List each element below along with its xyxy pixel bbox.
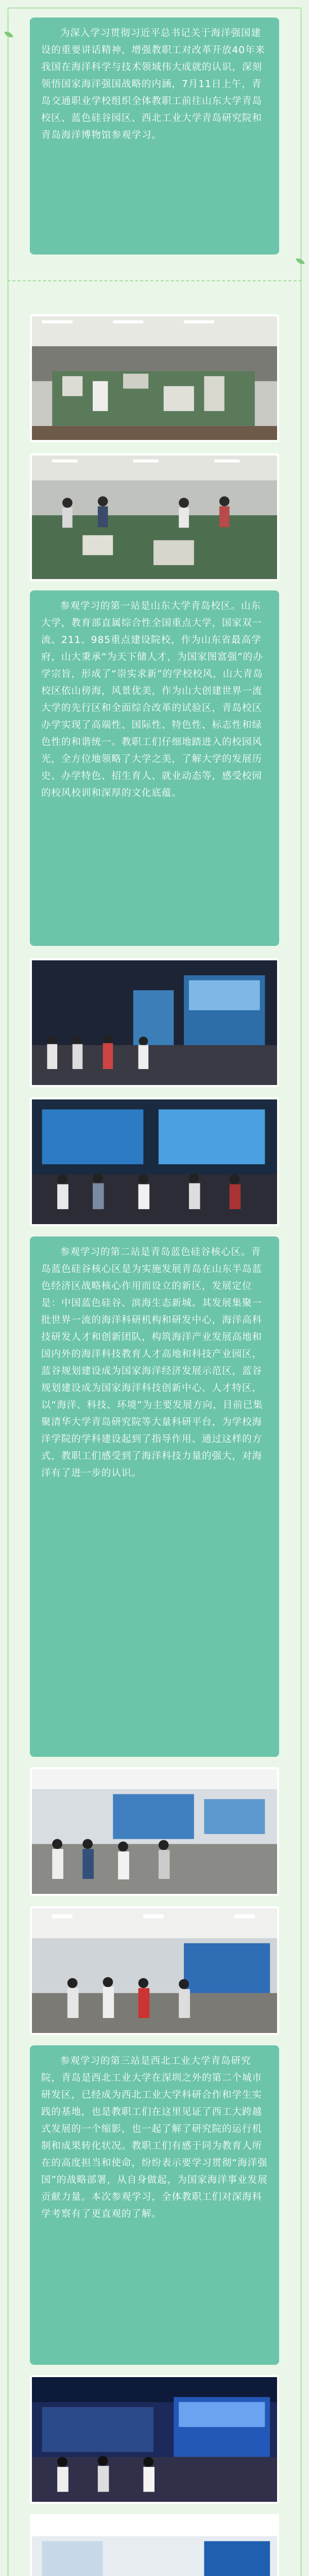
section-2-card bbox=[30, 1236, 279, 1757]
photo-exhibition-screens bbox=[30, 1097, 279, 1226]
photo-blue-exhibition-room bbox=[30, 2375, 279, 2504]
intro-text: 为深入学习贯彻习近平总书记关于海洋强国建设的重要讲话精神，增强教职工对改革开放40年来我国在海洋科学与技术领域伟大成就的认识，深刻领悟国家海洋强国战略的内涵，7月11日上午，青岛交通职业学校组织全体教职工前往山东大学青岛校区、蓝色硅谷园区、西北工业大学青岛研究院和青岛海洋博物馆参观学习。 bbox=[41, 28, 266, 141]
intro-card bbox=[30, 18, 279, 255]
section-2-text: 参观学习的第二站是青岛蓝色硅谷核心区。青岛蓝色硅谷核心区是为实施发展青岛在山东半岛蓝色经济区战略核心作用而设立的新区，发展定位是：中国蓝色硅谷、滨海生态新城。其发展集聚一批世界一流的海洋科研机构和研发中心，海洋高科技研发人才和创新团队，构筑海洋产业发展高地和国内外的海洋科技教育人才高地和科技产业园区，蓝谷规划建设成为国家海洋经济发展示范区，蓝谷规划建设成为国家海洋科技创新中心、人才特区，以“海洋、科技、环境”为主要发展方向，目前已集聚清华大学青岛研究院等大量科研平台，为学校海洋学院的学科建设起到了指导作用、通过这样的方式，教职工们感受到了海洋科技力量的强大，对海洋有了进一步的认识。 bbox=[41, 1247, 263, 1479]
photo-white-exhibition-hall bbox=[30, 2514, 279, 2576]
photo-sand-table-group bbox=[30, 453, 279, 581]
photo-lobby-screens bbox=[30, 1767, 279, 1896]
section-1-text: 参观学习的第一站是山东大学青岛校区。山东大学，教育部直属综合性全国重点大学，国家双一流、211、985重点建设院校，作为山东省最高学府，山大秉承“为天下储人才，为国家图富强”的办学宗旨，形成了“崇实求新”的学校校风，山大青岛校区依山傍海，风景优美，作为山大创建世界一流大学的先行区和全面综合改革的试验区，青岛校区办学实现了高端性、国际性、特色性、标志性和绿色性的和谐统一。教职工们仔细地踏进入的校园风光，全方位地领略了大学之美，了解大学的发展历史、办学特色、招生育人、就业动态等，感受校园的校风校训和深厚的文化底蕴。 bbox=[41, 601, 263, 799]
photo-exhibition-corridor bbox=[30, 958, 279, 1087]
section-3-card bbox=[30, 2045, 279, 2365]
section-3-text: 参观学习的第三站是西北工业大学青岛研究院，青岛是西北工业大学在深圳之外的第二个城市研发区，已经成为西北工业大学科研合作和学生实践的基地，也是教职工们在这里见证了西工大跨越式发展的一个缩影，也一起了解了研究院的运行机制和成果转化状况。教职工们有感于同为教育人所在的高度担当和使命，纷纷表示要学习贯彻“海洋强国”的战略部署，从自身做起，为国家海洋事业发展贡献力量。本次参观学习，全体教职工们对深海科学考察有了更直观的了解。 bbox=[41, 2056, 268, 2219]
section-1-card bbox=[30, 590, 279, 946]
divider bbox=[7, 280, 302, 281]
photo-model-hall-crowd bbox=[30, 1906, 279, 2035]
photo-sand-table-hall bbox=[30, 314, 279, 442]
